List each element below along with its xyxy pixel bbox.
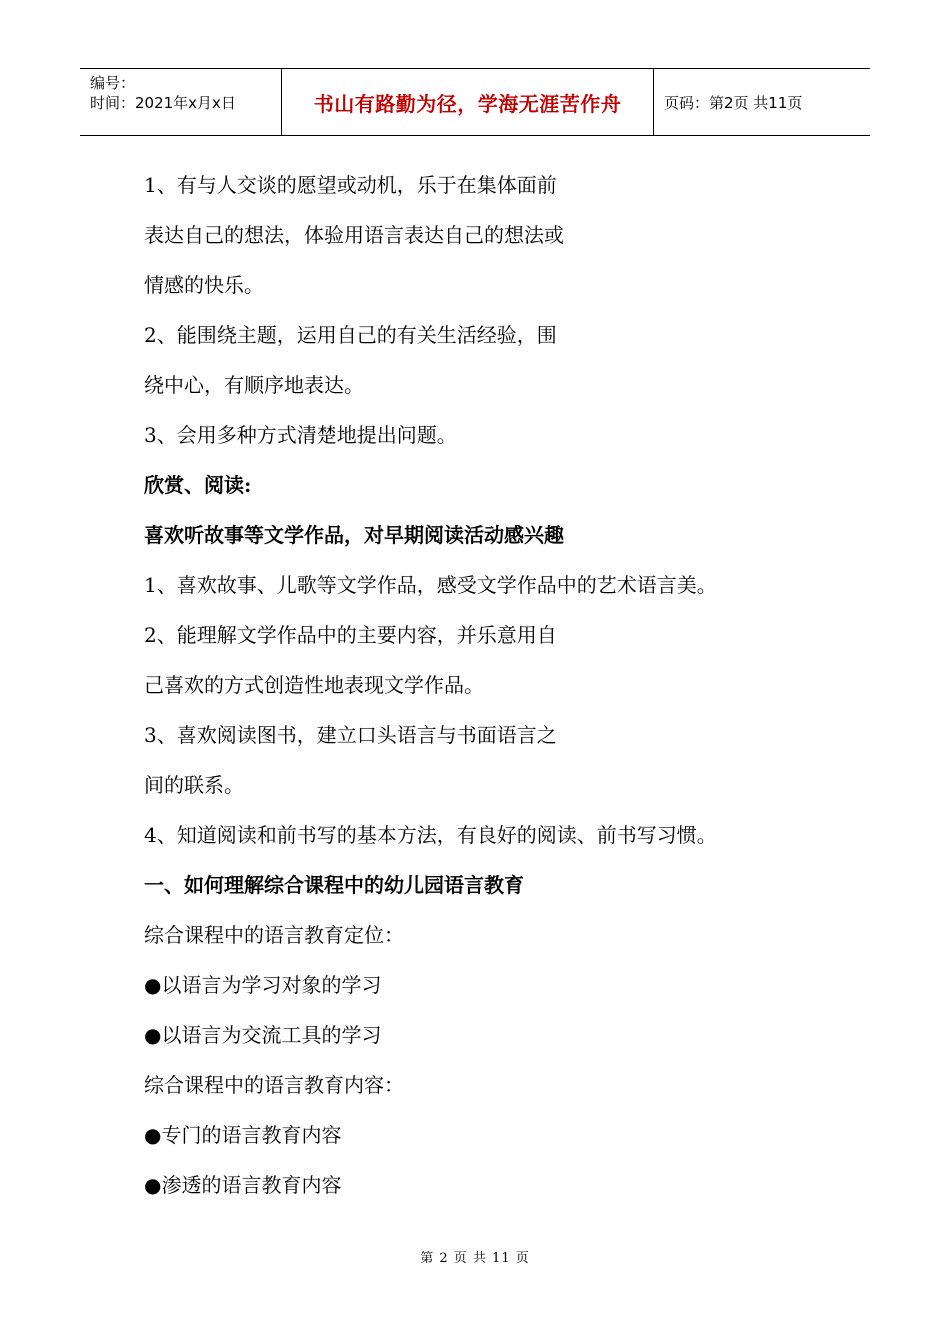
heading-line: 喜欢听故事等文学作品，对早期阅读活动感兴趣 (144, 523, 564, 547)
text-line: 间的联系。 (144, 773, 244, 797)
text-line: ●以语言为交流工具的学习 (144, 1023, 382, 1047)
page-footer: 第 2 页 共 11 页 (420, 1251, 530, 1266)
number-label: 编号： (90, 74, 136, 92)
text-line: 4、知道阅读和前书写的基本方法，有良好的阅读、前书写习惯。 (144, 823, 717, 847)
text-line: ●以语言为学习对象的学习 (144, 973, 382, 997)
motto-text: 书山有路勤为径，学海无涯苦作舟 (313, 91, 622, 116)
text-line: 情感的快乐。 (144, 273, 264, 297)
text-line: 1、有与人交谈的愿望或动机，乐于在集体面前 (144, 173, 557, 197)
document-header (80, 68, 870, 136)
text-line: ●专门的语言教育内容 (144, 1123, 342, 1147)
text-line: 表达自己的想法，体验用语言表达自己的想法或 (144, 223, 564, 247)
text-line: 己喜欢的方式创造性地表现文学作品。 (144, 673, 484, 697)
text-line: 2、能理解文学作品中的主要内容，并乐意用自 (144, 623, 557, 647)
text-line: 综合课程中的语言教育内容： (144, 1073, 404, 1097)
time-label: 时间：2021年x月x日 (90, 94, 236, 112)
text-line: 3、喜欢阅读图书，建立口头语言与书面语言之 (144, 723, 557, 747)
heading-line: 一、如何理解综合课程中的幼儿园语言教育 (144, 873, 524, 897)
header-page-cell (654, 69, 870, 135)
text-line: 绕中心，有顺序地表达。 (144, 373, 364, 397)
page-info: 页码：第2页 共11页 (664, 93, 803, 112)
text-line: 综合课程中的语言教育定位： (144, 923, 404, 947)
document-body (144, 165, 804, 1215)
text-line: 2、能围绕主题，运用自己的有关生活经验，围 (144, 323, 557, 347)
header-motto-cell (282, 69, 654, 135)
text-line: ●渗透的语言教育内容 (144, 1173, 342, 1197)
header-meta-cell (80, 69, 282, 135)
text-line: 3、会用多种方式清楚地提出问题。 (144, 423, 457, 447)
heading-line: 欣赏、阅读: (144, 473, 252, 497)
text-line: 1、喜欢故事、儿歌等文学作品，感受文学作品中的艺术语言美。 (144, 573, 717, 597)
